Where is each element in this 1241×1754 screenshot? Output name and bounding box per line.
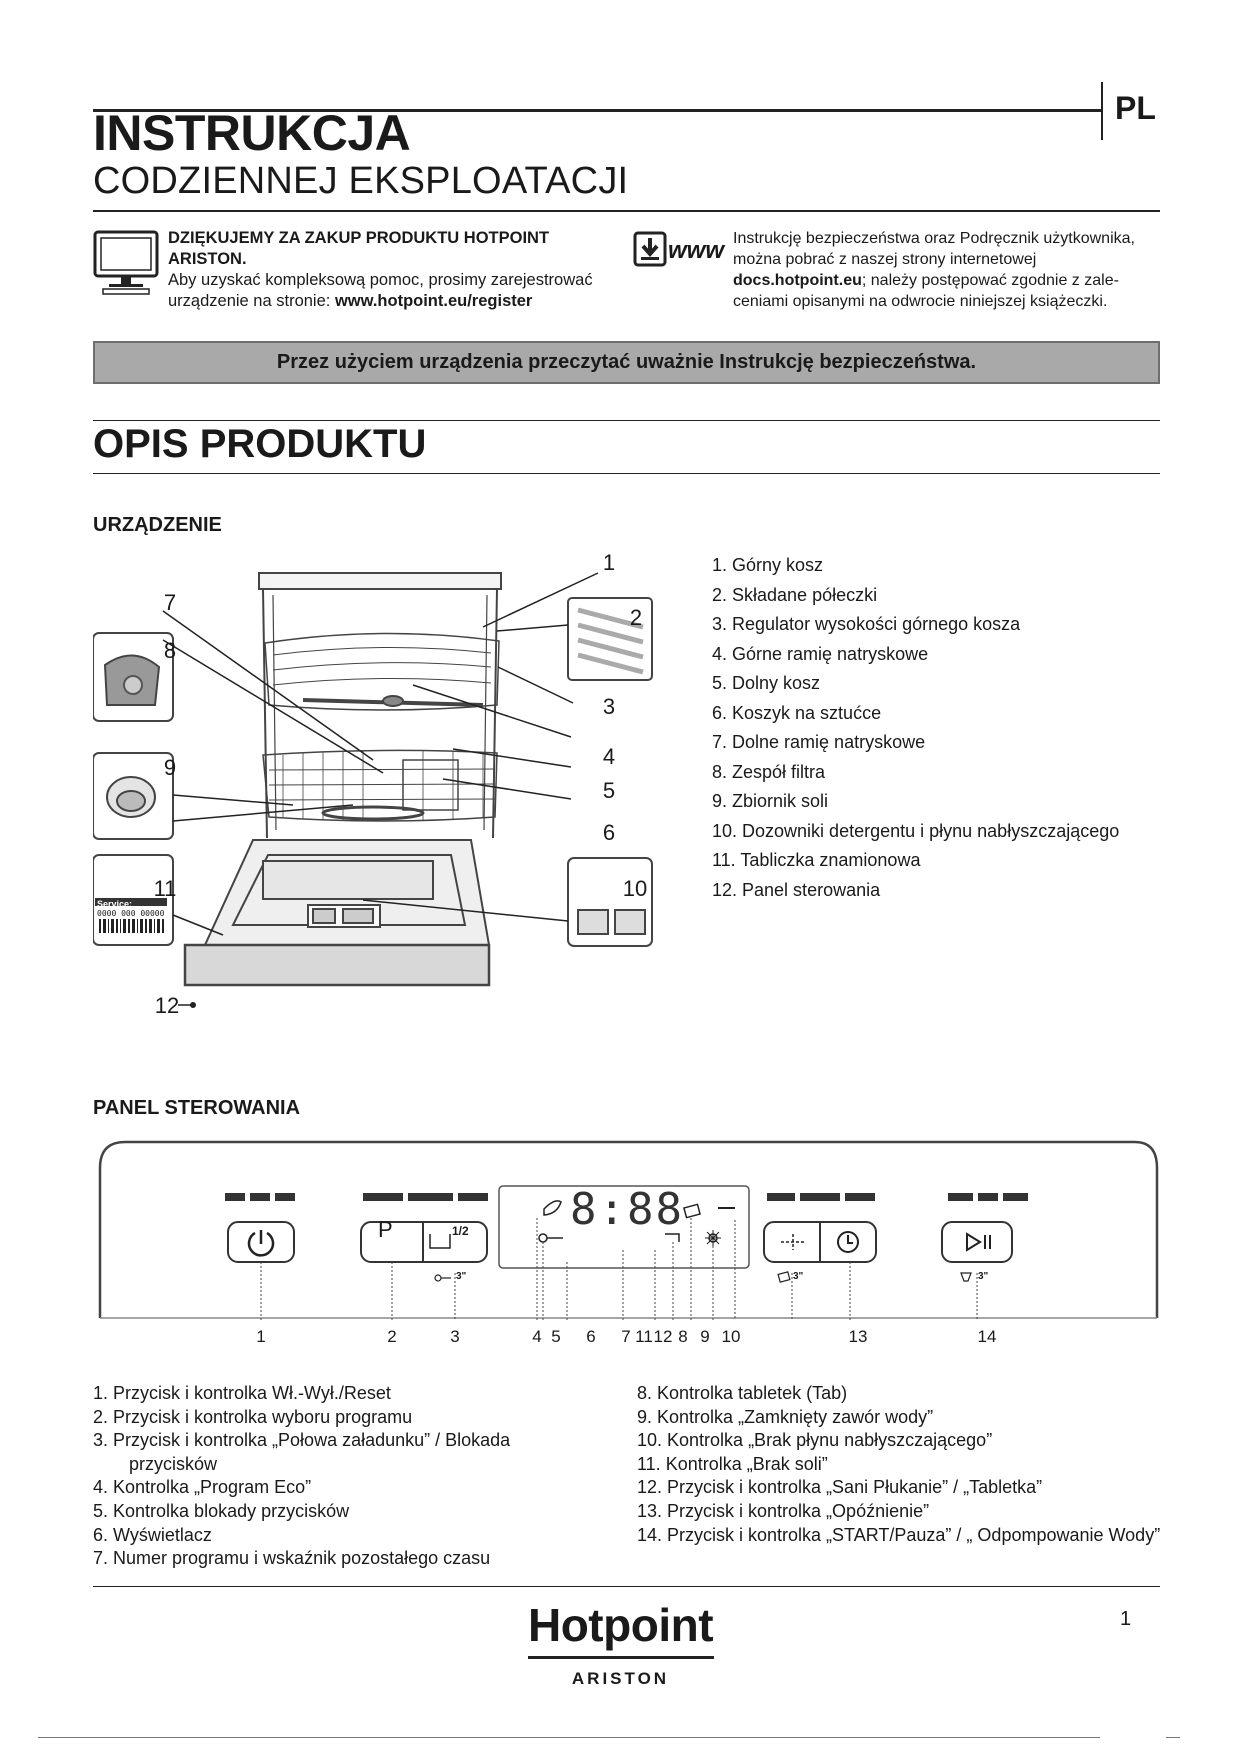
info-register: [168, 228, 638, 312]
list-item: 9. Kontrolka „Zamknięty zawór wody”: [637, 1406, 934, 1427]
panel-label-2: 2: [387, 1327, 397, 1346]
list-item: 7. Dolne ramię natryskowe: [712, 732, 926, 752]
list-item: 10. Kontrolka „Brak płynu nabłyszczającego”: [637, 1430, 993, 1451]
half-load-label: 1/2: [452, 1224, 469, 1238]
register-prefix: urządzenie na stronie:: [168, 292, 335, 310]
list-item: 10. Dozowniki detergentu i płynu nabłyszczającego: [712, 820, 1120, 841]
delay-button[interactable]: [820, 1220, 876, 1262]
list-item: 8. Kontrolka tabletek (Tab): [637, 1383, 848, 1403]
half-load-button[interactable]: [452, 1224, 469, 1238]
register-link[interactable]: www.hotpoint.eu/register: [334, 292, 533, 310]
list-item: przycisków: [129, 1453, 218, 1474]
panel-label-7: 7: [621, 1327, 631, 1346]
list-item: 13. Przycisk i kontrolka „Opóźnienie”: [637, 1500, 930, 1521]
list-item: 1. Przycisk i kontrolka Wł.-Wył./Reset: [93, 1383, 391, 1403]
panel-label-6: 6: [586, 1327, 596, 1346]
thanks-line: DZIĘKUJEMY ZA ZAKUP PRODUKTU HOTPOINT: [168, 229, 550, 247]
footer-rule: [93, 1586, 1160, 1587]
docs-link[interactable]: docs.hotpoint.eu: [733, 272, 862, 289]
callout-12: 12: [154, 993, 180, 1018]
panel-label-1: 1: [256, 1327, 266, 1346]
panel-label-3: 3: [450, 1327, 460, 1346]
logo-underline: [528, 1656, 714, 1659]
section-top-rule: [93, 420, 1160, 421]
panel-label-4: 4: [532, 1327, 542, 1346]
panel-label-11: 11: [635, 1327, 653, 1346]
list-item: 12. Panel sterowania: [712, 879, 881, 900]
panel-list-left: [93, 1382, 510, 1571]
docs-line1: Instrukcję bezpieczeństwa oraz Podręcznik użytkownika,: [733, 230, 1135, 247]
page-number: 1: [1120, 1608, 1132, 1630]
callout-11: 11: [153, 876, 177, 901]
panel-label-5: 5: [551, 1327, 561, 1346]
subtitle-rule: [93, 210, 1160, 212]
list-item: 6. Koszyk na sztućce: [712, 702, 882, 723]
callout-3: 3: [602, 694, 616, 719]
callout-7: 7: [163, 590, 177, 615]
section-bottom-rule: [93, 473, 1160, 474]
www-label: www: [668, 237, 725, 264]
list-item: 3. Przycisk i kontrolka „Połowa załadunku” / Blokada: [93, 1430, 511, 1451]
device-subtitle: URZĄDZENIE: [93, 514, 222, 536]
sani-tab-button[interactable]: [764, 1220, 820, 1262]
panel-label-9: 9: [700, 1327, 710, 1346]
language-code: PL: [1115, 90, 1156, 126]
register-text: Aby uzyskać kompleksową pomoc, prosimy zarejestrować: [168, 271, 593, 289]
info-docs: [733, 228, 1173, 312]
list-item: 5. Dolny kosz: [712, 673, 821, 693]
program-button-label: P: [378, 1217, 393, 1242]
list-item: 14. Przycisk i kontrolka „START/Pauza” / „ Odpompowanie Wody”: [637, 1524, 1161, 1545]
bottom-rule-tail: [1166, 1737, 1180, 1738]
list-item: 12. Przycisk i kontrolka „Sani Płukanie” / „Tabletka”: [637, 1477, 1043, 1498]
service-number: 0000 000 00000: [97, 909, 165, 918]
panel-label-13: 13: [848, 1327, 868, 1346]
list-item: 4. Kontrolka „Program Eco”: [93, 1477, 312, 1498]
callout-9: 9: [163, 755, 177, 780]
computer-icon: [93, 230, 161, 296]
safety-warning-banner: Przez użyciem urządzenia przeczytać uważnie Instrukcję bezpieczeństwa.: [93, 341, 1160, 384]
lang-divider: [1101, 82, 1103, 140]
power-button[interactable]: [228, 1220, 294, 1262]
list-item: 9. Zbiornik soli: [712, 791, 829, 811]
callout-10: 10: [622, 876, 648, 901]
tab-3s: 3": [793, 1271, 804, 1282]
callout-6: 6: [602, 820, 616, 845]
service-label: Service:: [97, 899, 133, 909]
key-lock-3s: 3": [456, 1271, 467, 1282]
list-item: 3. Regulator wysokości górnego kosza: [712, 614, 1021, 634]
panel-label-8: 8: [678, 1327, 688, 1346]
list-item: 2. Składane półeczki: [712, 584, 878, 605]
dishwasher-diagram: [93, 555, 673, 1025]
brand-line: ARISTON.: [168, 250, 247, 268]
program-button[interactable]: [378, 1217, 393, 1243]
docs-line2: można pobrać z naszej strony internetowej: [733, 251, 1037, 268]
brand-logo: Hotpoint: [527, 1599, 714, 1651]
panel-subtitle: PANEL STEROWANIA: [93, 1097, 301, 1119]
page-subtitle: CODZIENNEJ EKSPLOATACJI: [93, 160, 629, 202]
device-parts-list: [712, 551, 1119, 905]
callout-4: 4: [602, 744, 616, 769]
callout-8: 8: [163, 638, 177, 663]
list-item: 8. Zespół filtra: [712, 761, 826, 782]
bottom-rule: [38, 1737, 1100, 1738]
list-item: 2. Przycisk i kontrolka wyboru programu: [93, 1406, 413, 1427]
docs-line3: ; należy postępować zgodnie z zale-: [861, 272, 1119, 289]
docs-line4: ceniami opisanymi na odwrocie niniejszej książeczki.: [733, 293, 1108, 310]
panel-label-10: 10: [721, 1327, 741, 1346]
callout-1: 1: [602, 550, 616, 575]
panel-label-14: 14: [977, 1327, 997, 1346]
sub-brand-logo: ARISTON: [571, 1669, 670, 1688]
start-pause-button[interactable]: [942, 1220, 1012, 1262]
list-item: 11. Kontrolka „Brak soli”: [637, 1453, 828, 1474]
drain-3s: 3": [978, 1271, 989, 1282]
list-item: 6. Wyświetlacz: [93, 1524, 212, 1545]
display-digits: 8:88: [570, 1184, 684, 1235]
list-item: 4. Górne ramię natryskowe: [712, 643, 929, 664]
list-item: 5. Kontrolka blokady przycisków: [93, 1500, 350, 1521]
callout-2: 2: [629, 605, 643, 630]
panel-list-right: [637, 1382, 1160, 1547]
list-item: 7. Numer programu i wskaźnik pozostałego czasu: [93, 1548, 491, 1569]
panel-label-12: 12: [653, 1327, 673, 1346]
list-item: 1. Górny kosz: [712, 555, 824, 575]
page-title: INSTRUKCJA: [93, 105, 411, 161]
callout-5: 5: [602, 778, 616, 803]
list-item: 11. Tabliczka znamionowa: [712, 850, 921, 870]
section-title: OPIS PRODUKTU: [93, 422, 427, 466]
